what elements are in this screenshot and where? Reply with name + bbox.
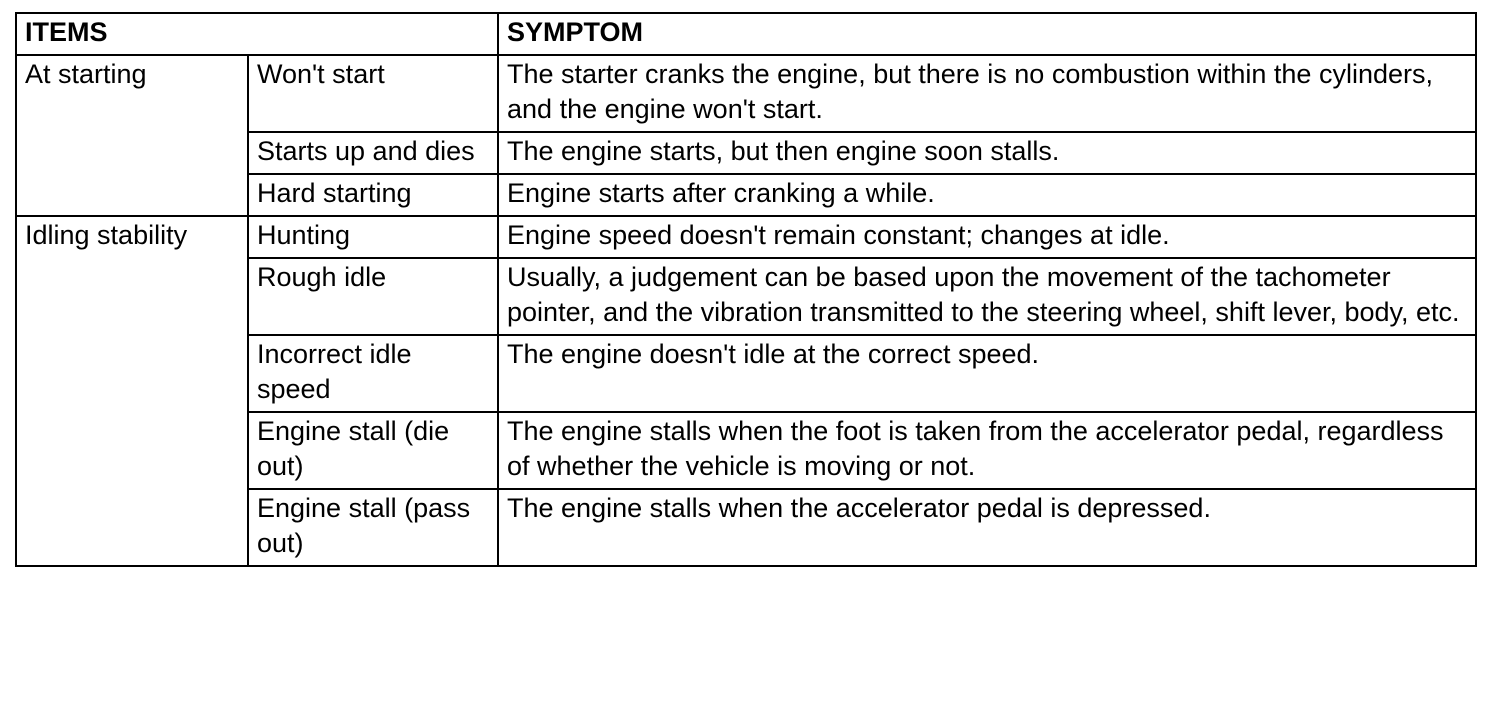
item-cell: Incorrect idle speed [248, 335, 498, 412]
item-cell: Engine stall (die out) [248, 412, 498, 489]
item-cell: Rough idle [248, 258, 498, 335]
item-cell: Won't start [248, 55, 498, 132]
symptom-table [15, 12, 1477, 567]
header-row [16, 13, 1476, 55]
header-symptom: SYMPTOM [498, 13, 1476, 55]
symptom-cell: Engine starts after cranking a while. [498, 174, 1476, 216]
item-cell: Starts up and dies [248, 132, 498, 174]
item-cell: Hunting [248, 216, 498, 258]
item-cell: Hard starting [248, 174, 498, 216]
item-cell: Engine stall (pass out) [248, 489, 498, 566]
header-items: ITEMS [16, 13, 498, 55]
symptom-cell: The engine doesn't idle at the correct speed. [498, 335, 1476, 412]
symptom-cell: Engine speed doesn't remain constant; changes at idle. [498, 216, 1476, 258]
group-cell: Idling stability [16, 216, 248, 566]
symptom-cell: The starter cranks the engine, but there is no combustion within the cylinders, and the engine won't start. [498, 55, 1476, 132]
table-row [16, 216, 1476, 258]
symptom-cell: The engine starts, but then engine soon stalls. [498, 132, 1476, 174]
symptom-cell: Usually, a judgement can be based upon the movement of the tachometer pointer, and the vibration transmitted to the steering wheel, shift lever, body, etc. [498, 258, 1476, 335]
group-cell: At starting [16, 55, 248, 216]
symptom-cell: The engine stalls when the accelerator pedal is depressed. [498, 489, 1476, 566]
table-row [16, 55, 1476, 132]
symptom-cell: The engine stalls when the foot is taken from the accelerator pedal, regardless of whether the vehicle is moving or not. [498, 412, 1476, 489]
